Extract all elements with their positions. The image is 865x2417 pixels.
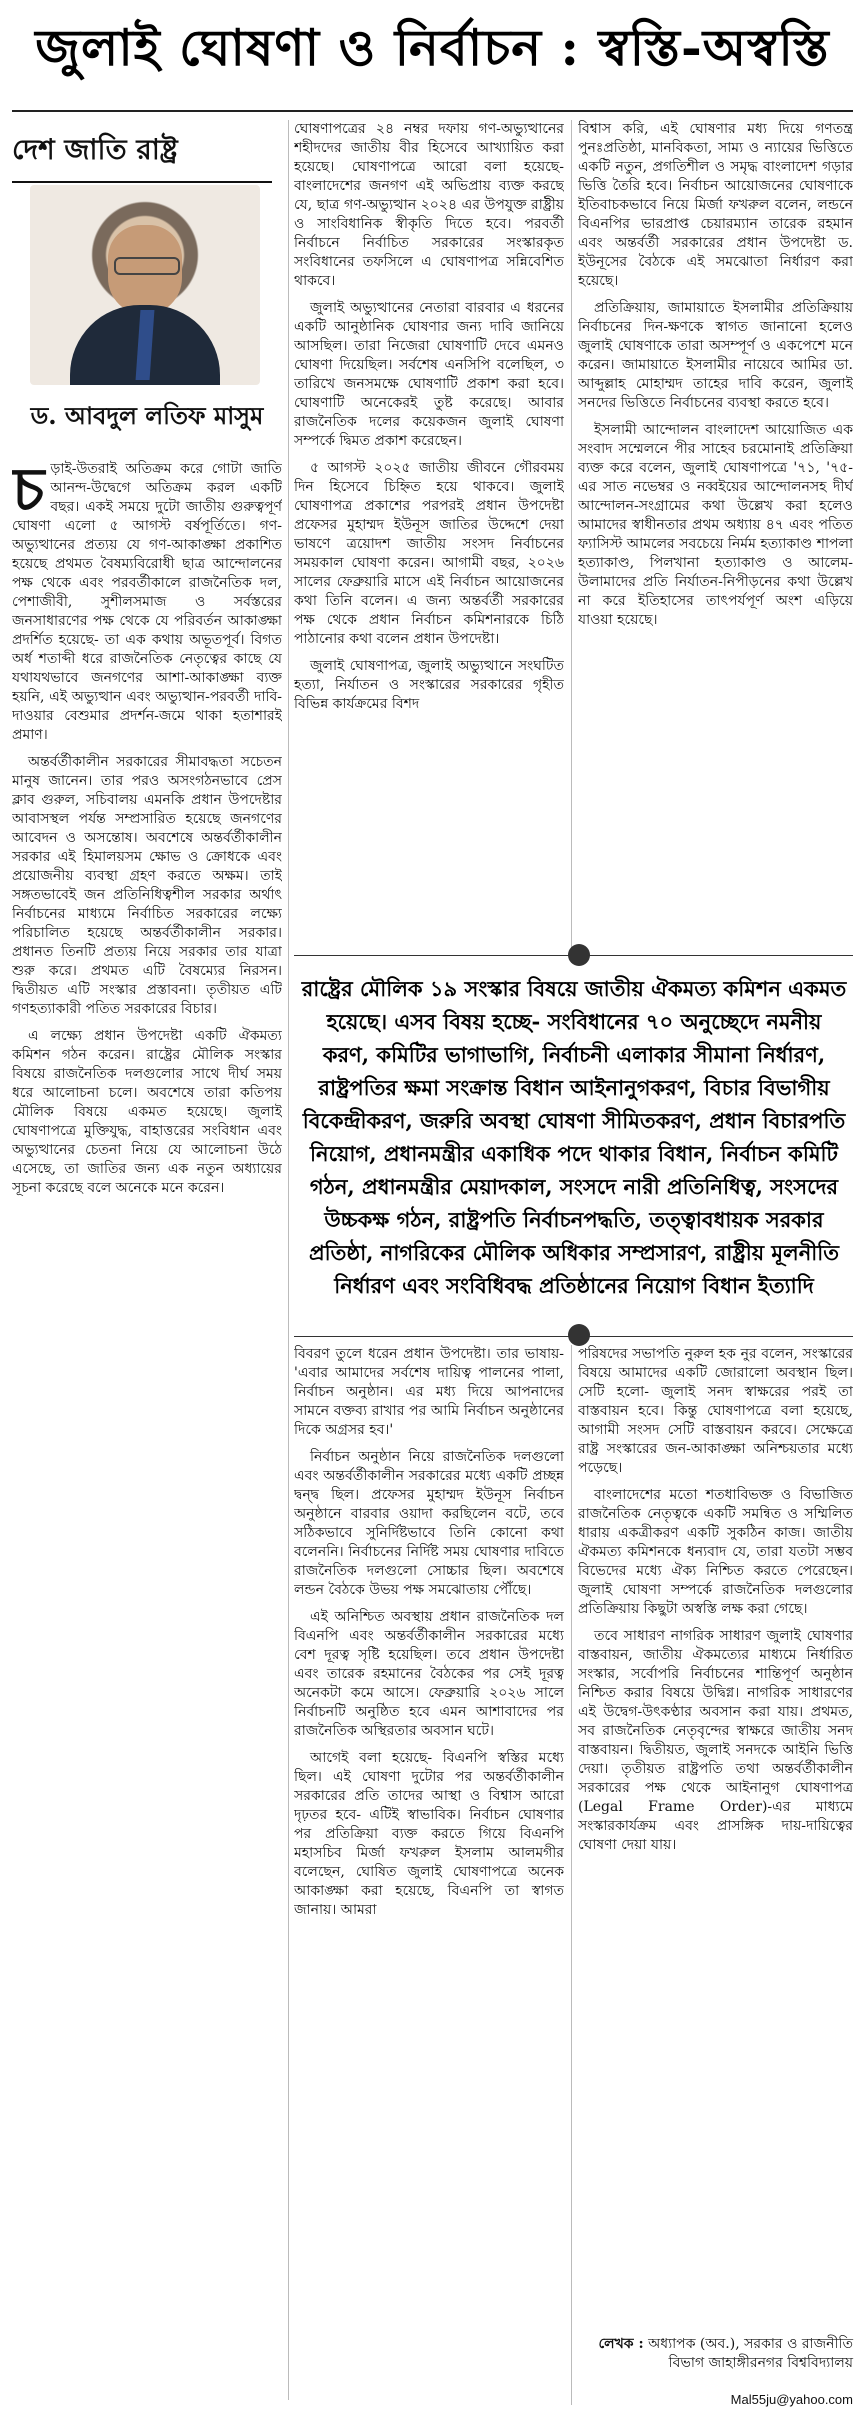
column-rule xyxy=(288,120,289,2400)
column-4-paragraph: এই অনিশ্চিত অবস্থায় প্রধান রাজনৈতিক দল বিএনপি এবং অন্তর্বর্তীকালীন সরকারের মধ্যে বেশ দূরত্ব সৃষ্টি হয়েছিল। তবে প্রধান উপদেষ্টা এবং তারেক রহমানের বৈঠকের পর সেই দূরত্ব অনেকটা কমে আসে। ফেব্রুয়ারি ২০২৬ সালে নির্বাচনটি অনুষ্ঠিত হবে এমন আশাবাদের পর রাজনৈতিক অস্থিরতার অবসান ঘটে। xyxy=(294,1609,564,1739)
column-5-paragraph: তবে সাধারণ নাগরিক সাধারণ জুলাই ঘোষণার বাস্তবায়ন, জাতীয় ঐকমত্যের মাধ্যমে নির্ধারিত সংস্কার, সর্বোপরি নির্বাচনের শান্তিপূর্ণ অনুষ্ঠান নিশ্চিত করার বিষয়ে উদ্বিগ্ন। নাগরিক সাধারণের এই উদ্বেগ-উৎকণ্ঠার অবসান করা যায়। প্রথমত, সব রাজনৈতিক নেতৃবৃন্দের স্বাক্ষরে জাতীয় সনদ বাস্তবায়ন। দ্বিতীয়ত, জুলাই সনদকে আইনি ভিত্তি দেয়া। তৃতীয়ত রাষ্ট্রপতি তথা অন্তর্বর্তীকালীন সরকারের পক্ষ থেকে আইনানুগ ঘোষণাপত্র (Legal Frame Order)-এর মাধ্যমে সংস্কারকার্যক্রম এবং প্রাসঙ্গিক দায়-দায়িত্বের ঘোষণা দেয়া যায়। xyxy=(578,1628,853,1853)
column-1-paragraph: এ লক্ষ্যে প্রধান উপদেষ্টা একটি ঐকমত্য কমিশন গঠন করেন। রাষ্ট্রের মৌলিক সংস্কার বিষয়ে রাজনৈতিক দলগুলোর সাথে দীর্ঘ সময় ধরে আলোচনা চলে। অবশেষে তারা কতিপয় মৌলিক বিষয়ে একমত হয়েছে। জুলাই ঘোষণাপত্রে মুক্তিযুদ্ধ, বাহাত্তরের সংবিধান এবং অভ্যুত্থানের চেতনা নিয়ে যে আলোচনা উঠে এসেছে, তা জাতির জন্য এক নতুন অধ্যায়ের সূচনা করেছে বলে অনেকে মনে করেন। xyxy=(12,1028,282,1196)
column-1 xyxy=(12,460,282,2395)
column-4-paragraph: নির্বাচন অনুষ্ঠান নিয়ে রাজনৈতিক দলগুলো এবং অন্তর্বর্তীকালীন সরকারের মধ্যে একটি প্রচ্ছন্ন দ্বন্দ্ব ছিল। প্রফেসর মুহাম্মদ ইউনূস নির্বাচন অনুষ্ঠানে বারবার ওয়াদা করছিলেন বটে, তবে সঠিকভাবে সুনির্দিষ্টভাবে তিনি কোনো কথা বলেননি। নির্বাচনের নির্দিষ্ট সময় ঘোষণার দাবিতে রাজনৈতিক দলগুলো সোচ্চার ছিল। অবশেষে লন্ডন বৈঠকে উভয় পক্ষ সমঝোতায় পৌঁছে। xyxy=(294,1449,564,1598)
headline-divider xyxy=(12,110,853,112)
column-2 xyxy=(294,120,564,950)
author-email[interactable]: Mal55ju@yahoo.com xyxy=(730,2392,853,2407)
column-5-paragraph: পরিষদের সভাপতি নুরুল হক নুর বলেন, সংস্কারের বিষয়ে আমাদের একটি জোরালো অবস্থান ছিল। সেটি হলো- জুলাই সনদ স্বাক্ষরের পরই তা বাস্তবায়ন হবে। কিন্তু ঘোষণাপত্রে বলা হয়েছে, আগামী সংসদ সেটি বাস্তবায়ন করবে। সেক্ষেত্রে রাষ্ট্র সংস্কারের জন-আকাঙ্ক্ষা অনিশ্চয়তার মধ্যে পড়েছে। xyxy=(578,1346,853,1476)
drop-cap: চ xyxy=(12,460,45,525)
column-5 xyxy=(578,1345,853,2325)
column-rule xyxy=(571,1345,572,2405)
column-2-paragraph: জুলাই ঘোষণাপত্র, জুলাই অভ্যুত্থানে সংঘটিত হত্যা, নির্যাতন ও সংস্কারের সরকারের গৃহীত বিভিন্ন কার্যক্রমের বিশদ xyxy=(294,658,564,712)
column-3-paragraph: বিশ্বাস করি, এই ঘোষণার মধ্য দিয়ে গণতন্ত্র পুনঃপ্রতিষ্ঠা, মানবিকতা, সাম্য ও ন্যায়ের ভিত্তিতে একটি নতুন, প্রগতিশীল ও সমৃদ্ধ বাংলাদেশ গড়ার ভিত্তি তৈরি হবে। নির্বাচন আয়োজনের ঘোষণাকে ইতিবাচকভাবে নিয়ে মির্জা ফখরুল বলেন, লন্ডনে বিএনপির ভারপ্রাপ্ত চেয়ারম্যান তারেক রহমান এবং অন্তর্বর্তী সরকারের প্রধান উপদেষ্টা ড. ইউনূসের বৈঠকে এই সমঝোতা নির্ধারণ করা হয়েছে। xyxy=(578,121,853,289)
pullquote-dot-top xyxy=(568,944,590,966)
column-2-paragraph: ৫ আগস্ট ২০২৫ জাতীয় জীবনে গৌরবময় দিন হিসেবে চিহ্নিত হয়ে থাকবে। জুলাই ঘোষণাপত্র প্রকাশের পরপরই প্রধান উপদেষ্টা প্রফেসর মুহাম্মদ ইউনূস জাতির উদ্দেশে দেয়া ভাষণে ত্রয়োদশ জাতীয় সংসদ নির্বাচনের সময়কাল ঘোষণা করেন। আগামী বছর, ২০২৬ সালের ফেব্রুয়ারি মাসে এই নির্বাচন আয়োজনের কথা তিনি বলেন। এ জন্য অন্তর্বর্তী সরকারের পক্ষ থেকে প্রধান নির্বাচন কমিশনারকে চিঠি পাঠানোর কথা বলেন প্রধান উপদেষ্টা। xyxy=(294,460,564,647)
column-4 xyxy=(294,1345,564,2405)
column-2-paragraph: ঘোষণাপত্রের ২৪ নম্বর দফায় গণ-অভ্যুত্থানের শহীদদের জাতীয় বীর হিসেবে আখ্যায়িত করা হয়েছে। ঘোষণাপত্রে আরো বলা হয়েছে- বাংলাদেশের জনগণ এই অভিপ্রায় ব্যক্ত করছে যে, ছাত্র গণ-অভ্যুত্থান ২০২৪ এর উপযুক্ত রাষ্ট্রীয় ও সাংবিধানিক স্বীকৃতি দিতে হবে। পরবর্তী নির্বাচনে নির্বাচিত সরকারের সংস্কারকৃত সংবিধানের তফসিলে এ ঘোষণাপত্র সন্নিবেশিত থাকবে। xyxy=(294,121,564,289)
headline: জুলাই ঘোষণা ও নির্বাচন : স্বস্তি-অস্বস্তি xyxy=(35,18,830,77)
column-4-paragraph: আগেই বলা হয়েছে- বিএনপি স্বস্তির মধ্যে ছিল। এই ঘোষণা দুটোর পর অন্তর্বর্তীকালীন সরকারের প্রতি তাদের আস্থা ও বিশ্বাস আরো দৃঢ়তর হবে- এটিই স্বাভাবিক। নির্বাচন ঘোষণার পর প্রতিক্রিয়া ব্যক্ত করতে গিয়ে বিএনপি মহাসচিব মির্জা ফখরুল ইসলাম আলমগীর বলেছেন, ঘোষিত জুলাই ঘোষণাপত্রে অনেক আকাঙ্ক্ষা করা হয়েছে, বিএনপি তা স্বাগত জানায়। আমরা xyxy=(294,1750,564,1918)
column-3 xyxy=(578,120,853,950)
column-3-paragraph: প্রতিক্রিয়ায়, জামায়াতে ইসলামীর প্রতিক্রিয়ায় নির্বাচনের দিন-ক্ষণকে স্বাগত জানানো হলেও জুলাই ঘোষণাকে তারা অসম্পূর্ণ ও একপেশে মনে করেন। জামায়াতে ইসলামীর নায়েবে আমির ডা. আব্দুল্লাহ মোহাম্মদ তাহের দাবি করেন, জুলাই সনদের ভিত্তিতে নির্বাচনের ব্যবস্থা করতে হবে। xyxy=(578,300,853,411)
column-1-paragraph: অন্তর্বর্তীকালীন সরকারের সীমাবদ্ধতা সচেতন মানুষ জানেন। তার পরও অসংগঠনভাবে প্রেস ক্লাব গুরুল, সচিবালয় এমনকি প্রধান উপদেষ্টার আবাসস্থল পর্যন্ত সম্প্রসারিত হয়েছে জনগণের আবেদন ও অসন্তোষ। অবশেষে অন্তর্বর্তীকালীন সরকার এই হিমালয়সম ক্ষোভ ও ক্রোধকে এবং প্রয়োজনীয় ব্যবস্থা গ্রহণ করতে অক্ষম। তাই সঙ্গতভাবেই জন প্রতিনিধিত্বশীল সরকার অর্থাৎ নির্বাচনের মাধ্যমে নির্বাচিত সরকারের লক্ষ্যে পরিচালিত হয়েছে অন্তর্বর্তীকালীন সরকার। প্রধানত তিনটি প্রত্যয় নিয়ে সরকার তার যাত্রা শুরু করে। প্রথমত এটি বৈষম্যের নিরসন। দ্বিতীয়ত এটি সংস্কার প্রস্তাবনা। তৃতীয়ত এটি গণহত্যাকারী পতিত সরকারের বিচার। xyxy=(12,754,282,1017)
pullquote-dot-bottom xyxy=(568,1324,590,1346)
column-1-paragraph: চড়াই-উতরাই অতিক্রম করে গোটা জাতি আনন্দ-উদ্বেগে অতিক্রম করল একটি বছর। একই সময়ে দুটো জাতীয় গুরুত্বপূর্ণ ঘোষণা এলো ৫ আগস্ট বর্ষপূর্তিতে। গণ-অভ্যুত্থানের প্রত্যয় যে গণ-আকাঙ্ক্ষা প্রকাশিত হয়েছে প্রথমত বৈষম্যবিরোধী ছাত্র আন্দোলনের পক্ষ থেকে এবং পরবর্তীকালে রাজনৈতিক দল, পেশাজীবী, সুশীলসমাজ ও সর্বস্তরের জনসাধারণের পক্ষ থেকে যে পরিবর্তন আকাঙ্ক্ষা প্রদর্শিত হয়েছে- তা এক কথায় অভূতপূর্ব। বিগত অর্ধ শতাব্দী ধরে রাজনৈতিক নেতৃত্বের কাছে যে যথাযথভাবে জনগণের আশা-আকাঙ্ক্ষা ব্যক্ত হয়নি, এই অভ্যুত্থান এবং অভ্যুত্থান-পরবর্তী দাবি-দাওয়ার বেশুমার প্রদর্শন-জমে থাকা হতাশারই প্রমাণ। xyxy=(12,460,282,743)
author-note-text: অধ্যাপক (অব.), সরকার ও রাজনীতি বিভাগ জাহাঙ্গীরনগর বিশ্ববিদ্যালয় xyxy=(648,2336,853,2371)
author-glasses xyxy=(114,257,180,275)
section-title: দেশ জাতি রাষ্ট্র xyxy=(12,128,272,183)
column-rule xyxy=(571,120,572,950)
author-photo xyxy=(30,185,260,385)
author-note xyxy=(578,2335,853,2373)
column-2-paragraph: জুলাই অভ্যুত্থানের নেতারা বারবার এ ধরনের একটি আনুষ্ঠানিক ঘোষণার জন্য দাবি জানিয়ে আসছিল। তারা নিজেরা ঘোষণাটি দেবে এমনও ঘোষণা দিয়েছিল। সর্বশেষ এনসিপি বলেছিল, ৩ তারিখে জনসমক্ষে ঘোষণাটি প্রকাশ করা হবে। ঘোষণাটি অনেকেরই তুষ্ট করেছে। আবার রাজনৈতিক দলের কয়েকজন জুলাই ঘোষণা সম্পর্কে দ্বিমত প্রকাশ করেছেন। xyxy=(294,300,564,449)
column-4-paragraph: বিবরণ তুলে ধরেন প্রধান উপদেষ্টা। তার ভাষায়- 'এবার আমাদের সর্বশেষ দায়িত্ব পালনের পালা, নির্বাচন অনুষ্ঠান। এর মধ্য দিয়ে আপনাদের সামনে বক্তব্য রাখার পর আমি নির্বাচন অনুষ্ঠানের দিকে অগ্রসর হব।' xyxy=(294,1346,564,1438)
author-note-label: লেখক : xyxy=(598,2336,644,2352)
author-name: ড. আবদুল লতিফ মাসুম xyxy=(30,401,264,430)
column-5-paragraph: বাংলাদেশের মতো শতধাবিভক্ত ও বিভাজিত রাজনৈতিক নেতৃত্বকে একটি সমন্বিত ও সম্মিলিত ধারায় একত্রীকরণ একটি সুকঠিন কাজ। জাতীয় ঐকমত্য কমিশনকে ধন্যবাদ যে, তারা যতটা সম্ভব বিভেদের মধ্যে ঐক্য নিশ্চিত করতে পেরেছেন। জুলাই ঘোষণা সম্পর্কে রাজনৈতিক দলগুলোর প্রতিক্রিয়ায় কিছুটা অস্বস্তি লক্ষ করা গেছে। xyxy=(578,1487,853,1617)
column-3-paragraph: ইসলামী আন্দোলন বাংলাদেশ আয়োজিত এক সংবাদ সম্মেলনে পীর সাহেব চরমোনাই প্রতিক্রিয়া ব্যক্ত করে বলেন, জুলাই ঘোষণাপত্রে '৭১, '৭৫-এর সাত নভেম্বর ও নব্বইয়ের আন্দোলনসহ দীর্ঘ আন্দোলন-সংগ্রামের কথা উল্লেখ করা হলেও আমাদের স্বাধীনতার প্রথম অধ্যায় ৪৭ এবং পতিত ফ্যাসিস্ট আমলের সবচেয়ে নির্মম হত্যাকাণ্ড শাপলা হত্যাকাণ্ড, পিলখানা হত্যাকাণ্ড ও আলেম-উলামাদের প্রতি নির্যাতন-নিপীড়নের কথা উল্লেখ না করে ইতিহাসের তাৎপর্যপূর্ণ অংশ এড়িয়ে যাওয়া হয়েছে। xyxy=(578,422,853,628)
pullquote: রাষ্ট্রের মৌলিক ১৯ সংস্কার বিষয়ে জাতীয় ঐকমত্য কমিশন একমত হয়েছে। এসব বিষয় হচ্ছে- সংবিধানের ৭০ অনুচ্ছেদে নমনীয় করণ, কমিটির ভাগাভাগি, নির্বাচনী এলাকার সীমানা নির্ধারণ, রাষ্ট্রপতির ক্ষমা সংক্রান্ত বিধান আইনানুগকরণ, বিচার বিভাগীয় বিকেন্দ্রীকরণ, জরুরি অবস্থা ঘোষণা সীমিতকরণ, প্রধান বিচারপতি নিয়োগ, প্রধানমন্ত্রীর একাধিক পদে থাকার বিধান, নির্বাচন কমিটি গঠন, প্রধানমন্ত্রীর মেয়াদকাল, সংসদে নারী প্রতিনিধিত্ব, সংসদের উচ্চকক্ষ গঠন, রাষ্ট্রপতি নির্বাচনপদ্ধতি, তত্ত্বাবধায়ক সরকার প্রতিষ্ঠা, নাগরিকের মৌলিক অধিকার সম্প্রসারণ, রাষ্ট্রীয় মূলনীতি নির্ধারণ এবং সংবিধিবদ্ধ প্রতিষ্ঠানের নিয়োগ বিধান ইত্যাদি xyxy=(301,976,847,1298)
